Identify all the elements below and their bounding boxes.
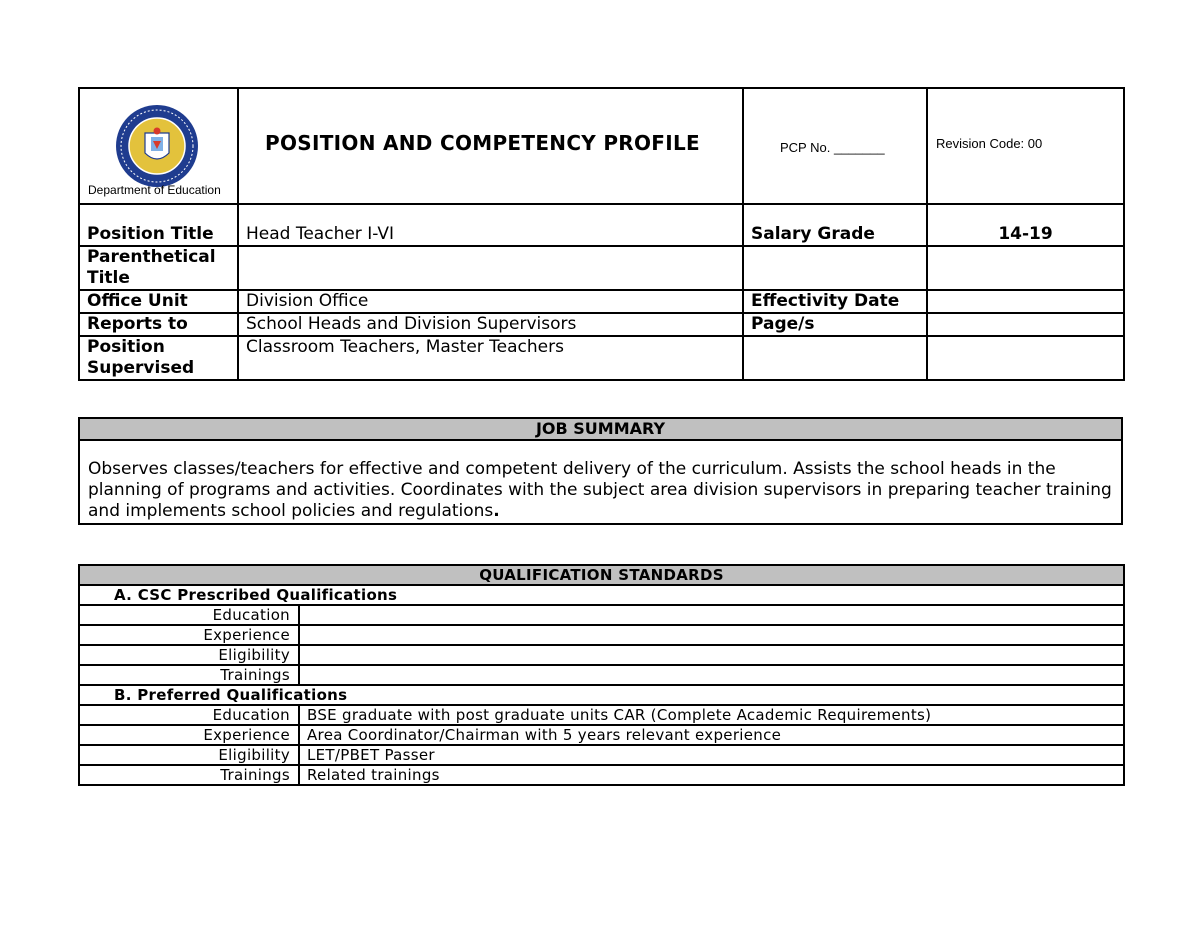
preferred-eligibility-label: Eligibility bbox=[79, 745, 299, 765]
preferred-experience-label: Experience bbox=[79, 725, 299, 745]
salary-grade-value: 14-19 bbox=[927, 204, 1124, 246]
salary-grade-label: Salary Grade bbox=[743, 204, 927, 246]
table-row bbox=[79, 765, 1124, 785]
table-row bbox=[79, 625, 1124, 645]
position-supervised-label: Position Supervised bbox=[79, 336, 238, 380]
pages-value bbox=[927, 313, 1124, 336]
csc-trainings-label: Trainings bbox=[79, 665, 299, 685]
csc-education-label: Education bbox=[79, 605, 299, 625]
preferred-education-value: BSE graduate with post graduate units CAR (Complete Academic Requirements) bbox=[299, 705, 1124, 725]
effectivity-date-value bbox=[927, 290, 1124, 313]
blank-label-cell bbox=[743, 246, 927, 290]
preferred-experience-value: Area Coordinator/Chairman with 5 years relevant experience bbox=[299, 725, 1124, 745]
effectivity-date-label: Effectivity Date bbox=[743, 290, 927, 313]
table-row bbox=[79, 605, 1124, 625]
position-title-label: Position Title bbox=[79, 204, 238, 246]
preferred-education-label: Education bbox=[79, 705, 299, 725]
pcp-number: PCP No. _______ bbox=[743, 88, 927, 204]
csc-education-value bbox=[299, 605, 1124, 625]
qualification-heading: QUALIFICATION STANDARDS bbox=[79, 565, 1124, 585]
table-row bbox=[79, 745, 1124, 765]
csc-section-title: A. CSC Prescribed Qualifications bbox=[79, 585, 1124, 605]
table-row bbox=[79, 725, 1124, 745]
preferred-section-title: B. Preferred Qualifications bbox=[79, 685, 1124, 705]
parenthetical-title-label: Parenthetical Title bbox=[79, 246, 238, 290]
preferred-eligibility-value: LET/PBET Passer bbox=[299, 745, 1124, 765]
preferred-trainings-label: Trainings bbox=[79, 765, 299, 785]
job-summary-heading: JOB SUMMARY bbox=[79, 418, 1122, 440]
job-summary-body: Observes classes/teachers for effective and competent delivery of the curriculum. Assists the school heads in the planning of programs and activities. Coordinates with the subject area division supervisors in preparing teacher training and implements school policies and regulations bbox=[88, 459, 1112, 521]
reports-to-label: Reports to bbox=[79, 313, 238, 336]
department-label: Department of Education bbox=[88, 183, 221, 197]
blank-value-cell bbox=[927, 246, 1124, 290]
table-row bbox=[79, 665, 1124, 685]
job-summary-period: . bbox=[493, 501, 500, 521]
csc-eligibility-value bbox=[299, 645, 1124, 665]
preferred-trainings-value: Related trainings bbox=[299, 765, 1124, 785]
position-supervised-value: Classroom Teachers, Master Teachers bbox=[238, 336, 743, 380]
pages-label: Page/s bbox=[743, 313, 927, 336]
table-row bbox=[79, 705, 1124, 725]
deped-seal-icon bbox=[114, 103, 200, 189]
blank-value-cell bbox=[927, 336, 1124, 380]
office-unit-value: Division Office bbox=[238, 290, 743, 313]
revision-code: Revision Code: 00 bbox=[927, 88, 1124, 204]
job-summary-text bbox=[79, 440, 1122, 524]
profile-header-table bbox=[78, 87, 1125, 381]
reports-to-value: School Heads and Division Supervisors bbox=[238, 313, 743, 336]
job-summary-table bbox=[78, 417, 1123, 525]
logo-cell bbox=[79, 88, 238, 204]
office-unit-label: Office Unit bbox=[79, 290, 238, 313]
parenthetical-title-value bbox=[238, 246, 743, 290]
csc-eligibility-label: Eligibility bbox=[79, 645, 299, 665]
page-title: POSITION AND COMPETENCY PROFILE bbox=[238, 88, 743, 204]
csc-experience-label: Experience bbox=[79, 625, 299, 645]
csc-experience-value bbox=[299, 625, 1124, 645]
qualification-standards-table bbox=[78, 564, 1125, 786]
csc-trainings-value bbox=[299, 665, 1124, 685]
table-row bbox=[79, 645, 1124, 665]
position-title-value: Head Teacher I-VI bbox=[238, 204, 743, 246]
blank-label-cell bbox=[743, 336, 927, 380]
